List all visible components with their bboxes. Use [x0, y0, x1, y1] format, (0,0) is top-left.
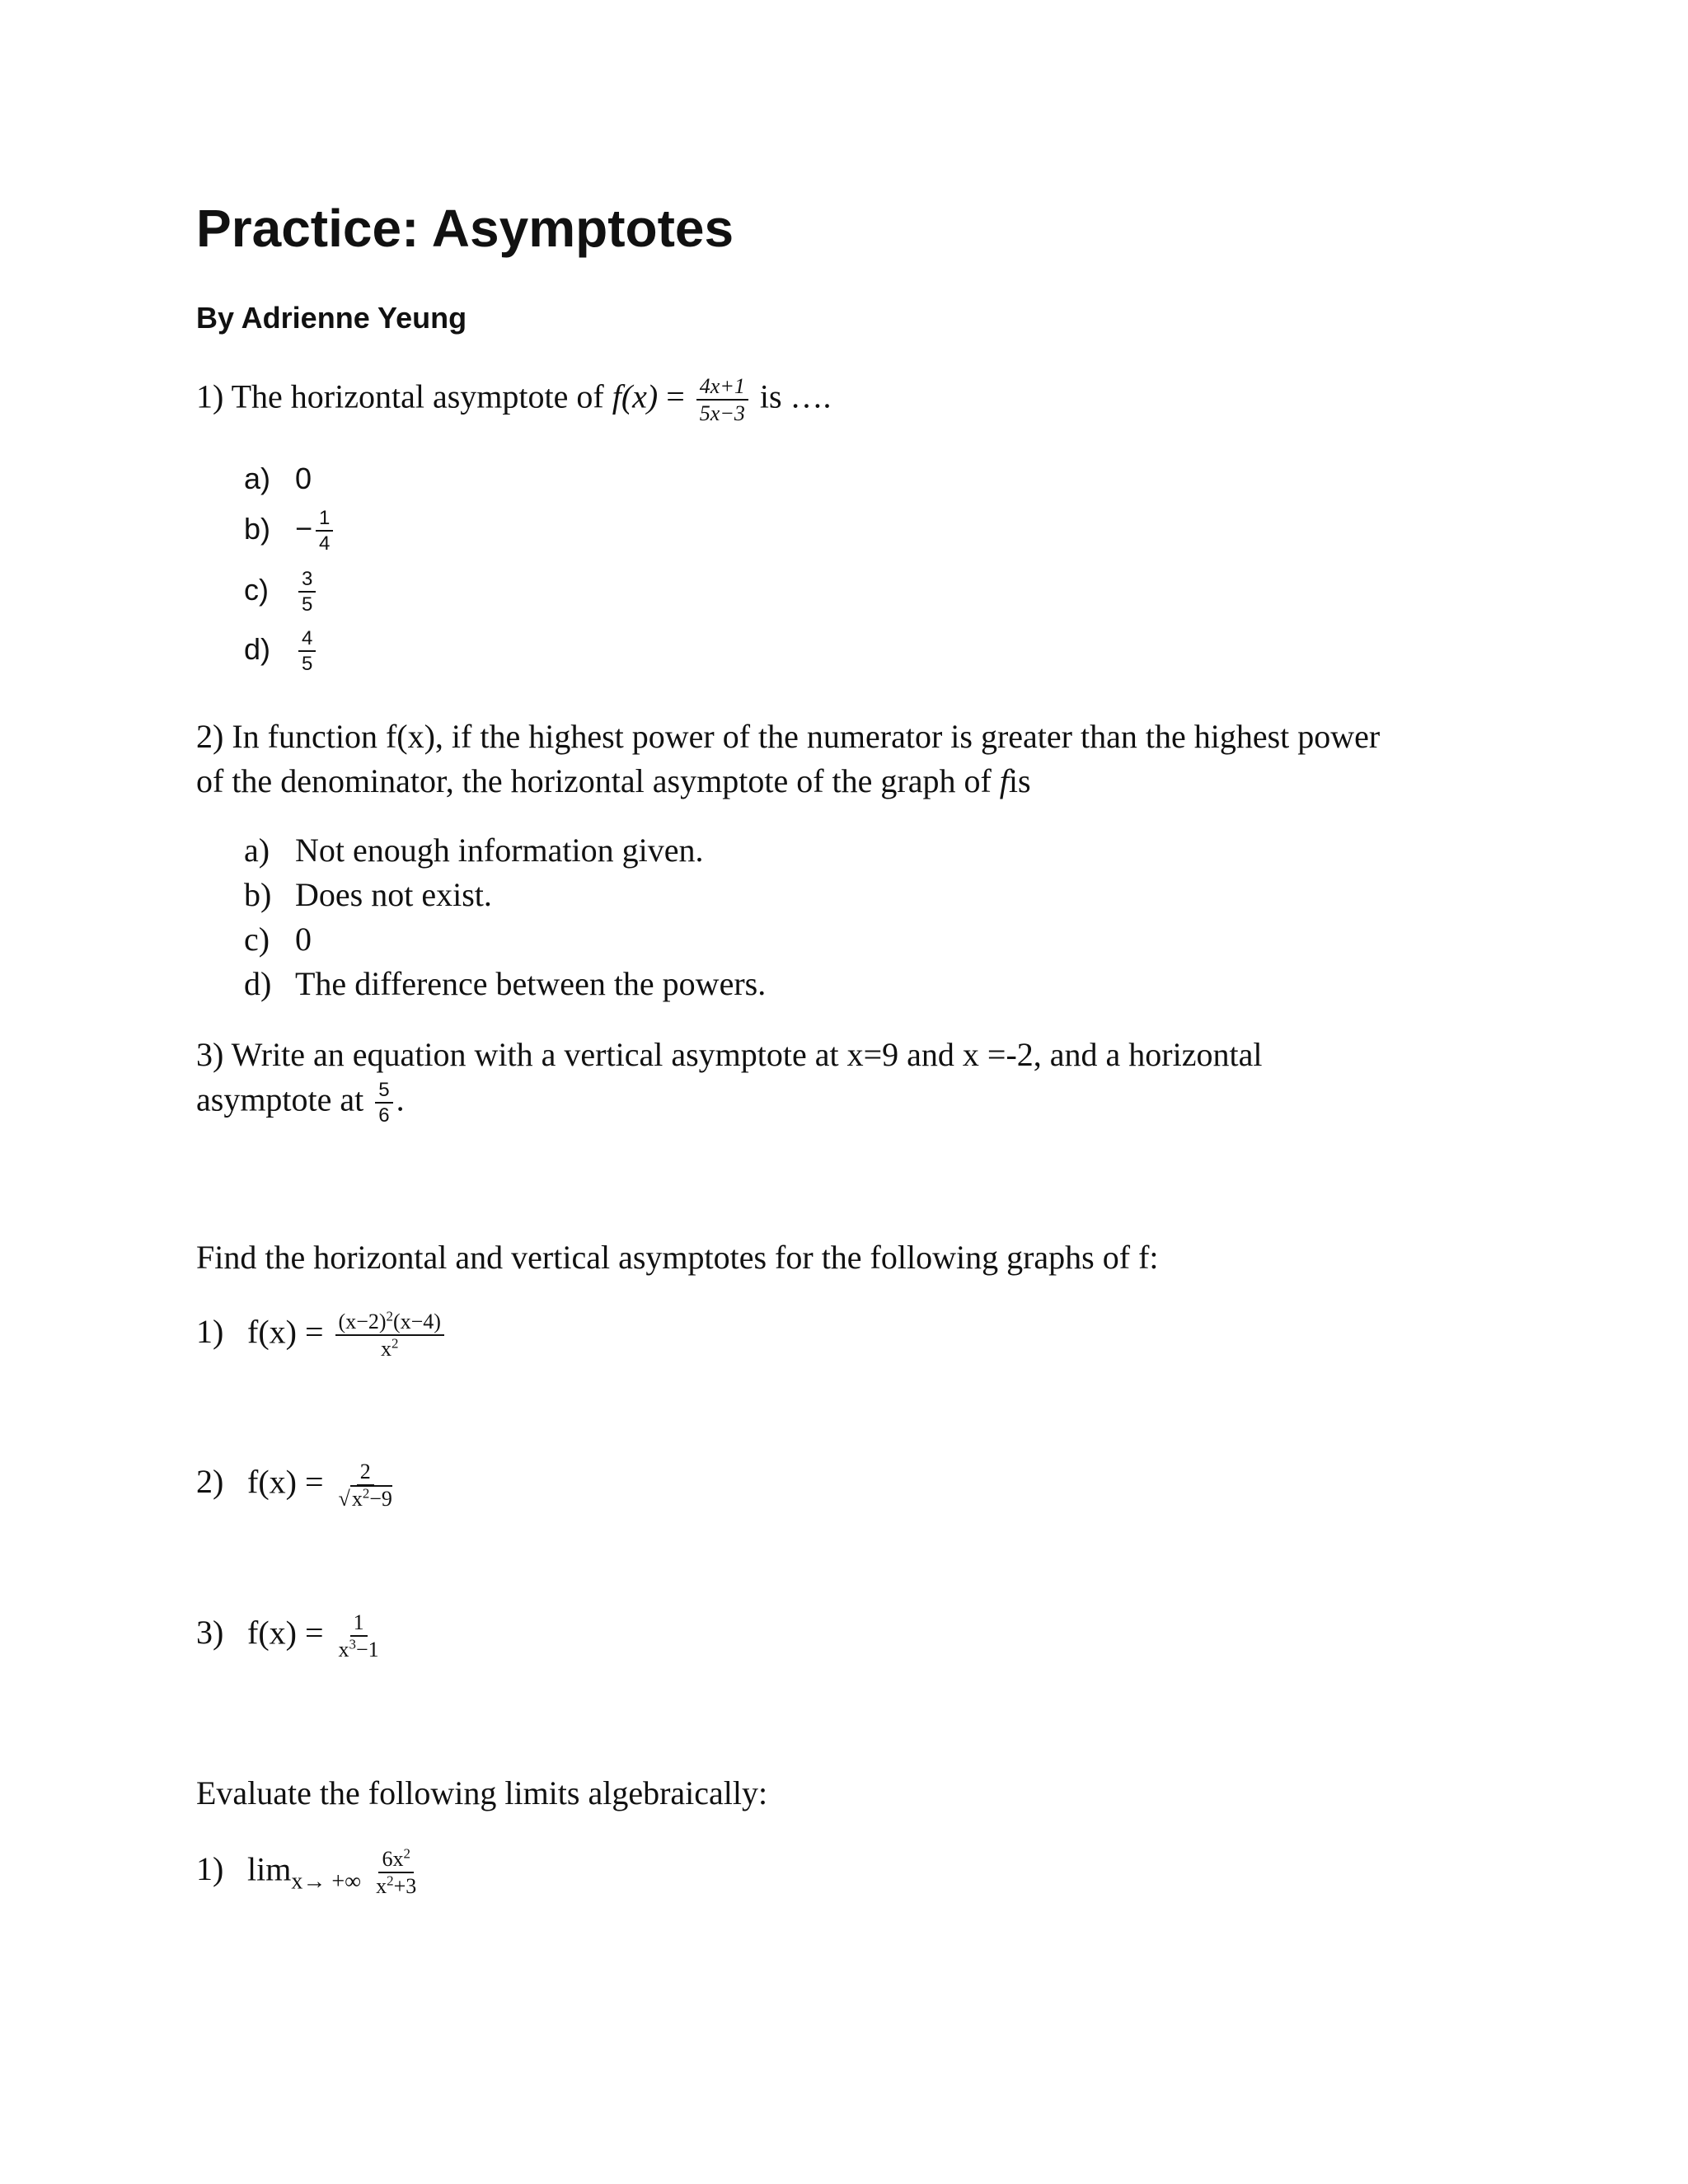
item-denominator [335, 1486, 396, 1510]
item-lhs: f(x) [247, 1614, 297, 1652]
item-numerator: 1 [350, 1611, 368, 1637]
option-sign: − [295, 511, 313, 546]
item-fraction [335, 1460, 396, 1511]
item-denominator [335, 1637, 382, 1661]
option-label: a) [244, 462, 271, 495]
question-2-line-2-end: is [1008, 762, 1031, 799]
item-label: 1) [196, 1313, 224, 1351]
question-1 [196, 375, 832, 425]
item-label: 2) [196, 1463, 224, 1501]
denominator-exponent: 3 [349, 1636, 356, 1652]
question-1-option-d [244, 628, 319, 674]
question-1-fraction [696, 375, 748, 425]
option-text: 0 [295, 921, 312, 958]
question-1-suffix: is …. [759, 377, 832, 415]
question-1-numerator: 4x+1 [696, 375, 748, 401]
item-fraction [335, 1310, 444, 1361]
item-denominator [373, 1873, 420, 1897]
item-equals: = [304, 1463, 324, 1501]
item-fraction [373, 1845, 420, 1899]
question-1-option-b [244, 508, 336, 554]
question-1-option-c [244, 569, 319, 615]
option-fraction [316, 508, 333, 554]
question-1-equals: = [666, 377, 685, 415]
question-2-line-2 [196, 762, 1031, 800]
item-numerator [335, 1310, 444, 1336]
section-2-item-1 [196, 1310, 448, 1361]
denominator-base: x [381, 1337, 392, 1361]
option-label: c) [244, 572, 269, 607]
item-numerator [378, 1845, 413, 1873]
option-numerator: 3 [298, 569, 316, 593]
limit-operator: lim [247, 1850, 292, 1888]
question-2-option-a [244, 831, 703, 869]
limit-subscript: x→ +∞ [291, 1868, 362, 1895]
item-equals: = [304, 1313, 324, 1351]
question-2-line-1: 2) In function f(x), if the highest power of the numerator is greater than the highest power [196, 718, 1381, 755]
denominator-rest: +3 [393, 1874, 417, 1899]
section-2-item-2 [196, 1460, 399, 1511]
option-numerator: 4 [298, 628, 316, 652]
numerator-base: 6x [382, 1847, 404, 1871]
radicand [350, 1485, 392, 1511]
item-denominator [377, 1336, 401, 1360]
section-3-heading: Evaluate the following limits algebraically: [196, 1774, 768, 1811]
denominator-rest: −1 [355, 1638, 379, 1662]
option-value: 0 [295, 462, 312, 495]
question-3-fraction [375, 1080, 392, 1126]
option-denominator: 5 [302, 653, 313, 676]
question-3-period: . [396, 1080, 405, 1118]
section-2-item-3 [196, 1611, 386, 1661]
option-label: d) [244, 631, 271, 666]
item-label: 3) [196, 1614, 224, 1652]
question-2-option-c [244, 920, 312, 958]
numerator-exponent: 2 [403, 1845, 410, 1862]
page-title: Practice: Asymptotes [196, 199, 734, 258]
denominator-rest: −9 [369, 1487, 392, 1511]
question-1-denominator: 5x−3 [699, 401, 745, 426]
section-3-item-1 [196, 1845, 423, 1899]
option-text: Not enough information given. [295, 832, 704, 869]
question-2-line-2-text: of the denominator, the horizontal asymptote of the graph of [196, 762, 1000, 799]
question-2-function-name: f [999, 762, 1009, 799]
question-3-numerator: 5 [375, 1080, 392, 1104]
numerator-rest: (x−4) [392, 1310, 441, 1333]
option-numerator: 1 [316, 508, 333, 532]
denominator-base: x [376, 1874, 387, 1899]
numerator-base: (x−2) [338, 1310, 387, 1333]
item-equals: = [304, 1614, 324, 1652]
question-3-line-2-text: asymptote at [196, 1080, 373, 1118]
denominator-exponent: 2 [387, 1872, 394, 1889]
section-2-heading: Find the horizontal and vertical asymptotes for the following graphs of f: [196, 1239, 1159, 1276]
question-1-function-name: f [612, 377, 621, 415]
option-fraction [298, 569, 316, 615]
option-label: a) [244, 832, 270, 869]
denominator-exponent: 2 [392, 1335, 399, 1352]
denominator-base: x [338, 1638, 349, 1662]
question-1-function-arg: (x) [621, 377, 659, 415]
option-text: Does not exist. [295, 876, 492, 913]
item-numerator: 2 [357, 1460, 374, 1486]
option-label: c) [244, 921, 270, 958]
question-3-line-2 [196, 1080, 405, 1126]
item-fraction [335, 1611, 382, 1661]
option-label: b) [244, 511, 271, 546]
item-label: 1) [196, 1850, 224, 1888]
question-3-denominator: 6 [378, 1104, 390, 1127]
question-1-option-a [244, 462, 312, 496]
question-2-option-b [244, 875, 492, 914]
numerator-exponent: 2 [386, 1308, 393, 1324]
option-text: The difference between the powers. [295, 965, 767, 1002]
denominator-exponent: 2 [362, 1485, 370, 1502]
option-denominator: 4 [319, 532, 331, 555]
square-root-sign: √ [338, 1487, 350, 1511]
question-2-option-d [244, 964, 766, 1003]
option-label: d) [244, 965, 272, 1002]
question-1-prefix: 1) The horizontal asymptote of [196, 377, 612, 415]
option-label: b) [244, 876, 272, 913]
option-fraction [298, 628, 316, 674]
author-line: By Adrienne Yeung [196, 301, 467, 335]
item-lhs: f(x) [247, 1463, 297, 1501]
denominator-base: x [351, 1487, 363, 1511]
item-lhs: f(x) [247, 1313, 297, 1351]
question-3-line-1: 3) Write an equation with a vertical asymptote at x=9 and x =-2, and a horizontal [196, 1036, 1263, 1073]
option-denominator: 5 [302, 593, 313, 616]
